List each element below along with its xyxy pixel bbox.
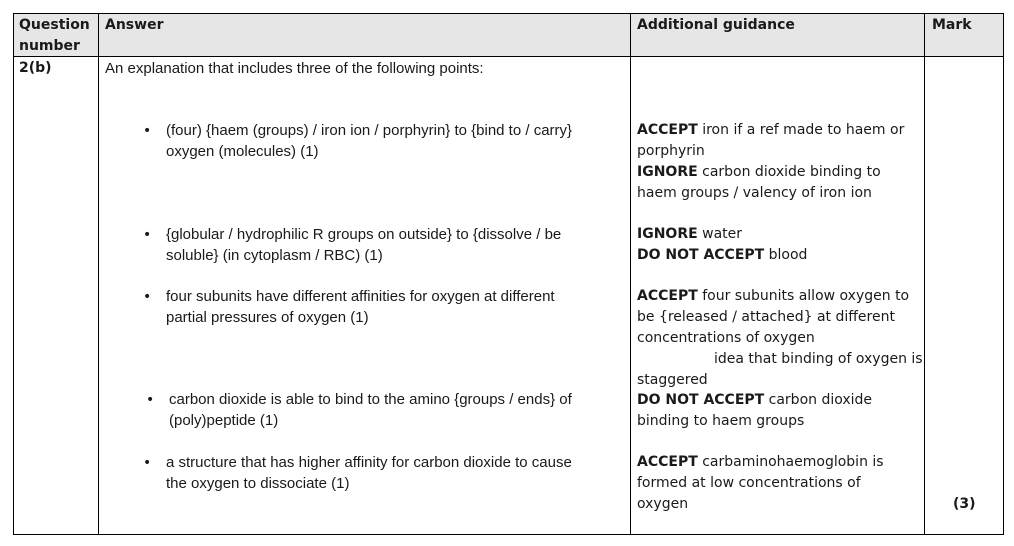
guidance-4-line-1: DO NOT ACCEPT carbon dioxide — [637, 392, 873, 408]
answer-intro: An explanation that includes three of the following points: — [105, 60, 484, 77]
header-answer: Answer — [105, 17, 164, 33]
guidance-3-line-5: staggered — [637, 372, 708, 388]
mark-value: (3) — [953, 496, 976, 512]
guidance-3-line-4: idea that binding of oxygen is — [714, 351, 923, 367]
answer-point-4-line-2: (poly)peptide (1) — [169, 412, 279, 429]
guidance-1-line-4: haem groups / valency of iron ion — [637, 185, 872, 201]
guidance-3-line-3: concentrations of oxygen — [637, 330, 815, 346]
bullet-icon: • — [143, 227, 152, 243]
header-guidance: Additional guidance — [637, 17, 795, 33]
guidance-4-line-2: binding to haem groups — [637, 413, 805, 429]
guidance-2-line-2: DO NOT ACCEPT blood — [637, 247, 808, 263]
guidance-1-line-3: IGNORE carbon dioxide binding to — [637, 164, 881, 180]
guidance-3-line-2: be {released / attached} at different — [637, 309, 895, 325]
bullet-icon: • — [146, 392, 155, 408]
header-question-number-1: Question — [19, 17, 90, 33]
guidance-1-line-2: porphyrin — [637, 143, 705, 159]
border-top — [13, 13, 1004, 14]
answer-point-1-line-2: oxygen (molecules) (1) — [166, 143, 319, 160]
answer-point-3-line-1: four subunits have different affinities for oxygen at different — [166, 288, 555, 305]
answer-point-2-line-2: soluble} (in cytoplasm / RBC) (1) — [166, 247, 383, 264]
answer-point-1-line-1: (four) {haem (groups) / iron ion / porphyrin} to {bind to / carry} — [166, 122, 573, 139]
question-number: 2(b) — [19, 60, 52, 76]
guidance-5-line-2: formed at low concentrations of — [637, 475, 861, 491]
bullet-icon: • — [143, 289, 152, 305]
border-col2 — [630, 13, 631, 535]
border-col1 — [98, 13, 99, 535]
guidance-5-line-3: oxygen — [637, 496, 689, 512]
guidance-2-line-1: IGNORE water — [637, 226, 743, 242]
border-right — [1003, 13, 1004, 535]
bullet-icon: • — [143, 455, 152, 471]
border-col3 — [924, 13, 925, 535]
answer-point-2-line-1: {globular / hydrophilic R groups on outside} to {dissolve / be — [166, 226, 562, 243]
border-bottom — [13, 534, 1004, 535]
answer-point-3-line-2: partial pressures of oxygen (1) — [166, 309, 369, 326]
guidance-5-line-1: ACCEPT carbaminohaemoglobin is — [637, 454, 884, 470]
header-mark: Mark — [932, 17, 972, 33]
answer-point-5-line-1: a structure that has higher affinity for carbon dioxide to cause — [166, 454, 572, 471]
border-header — [13, 56, 1004, 57]
guidance-3-line-1: ACCEPT four subunits allow oxygen to — [637, 288, 910, 304]
guidance-1-line-1: ACCEPT iron if a ref made to haem or — [637, 122, 905, 138]
border-left — [13, 13, 14, 535]
bullet-icon: • — [143, 123, 152, 139]
header-question-number-2: number — [19, 38, 80, 54]
answer-point-4-line-1: carbon dioxide is able to bind to the amino {groups / ends} of — [169, 391, 572, 408]
answer-point-5-line-2: the oxygen to dissociate (1) — [166, 475, 350, 492]
